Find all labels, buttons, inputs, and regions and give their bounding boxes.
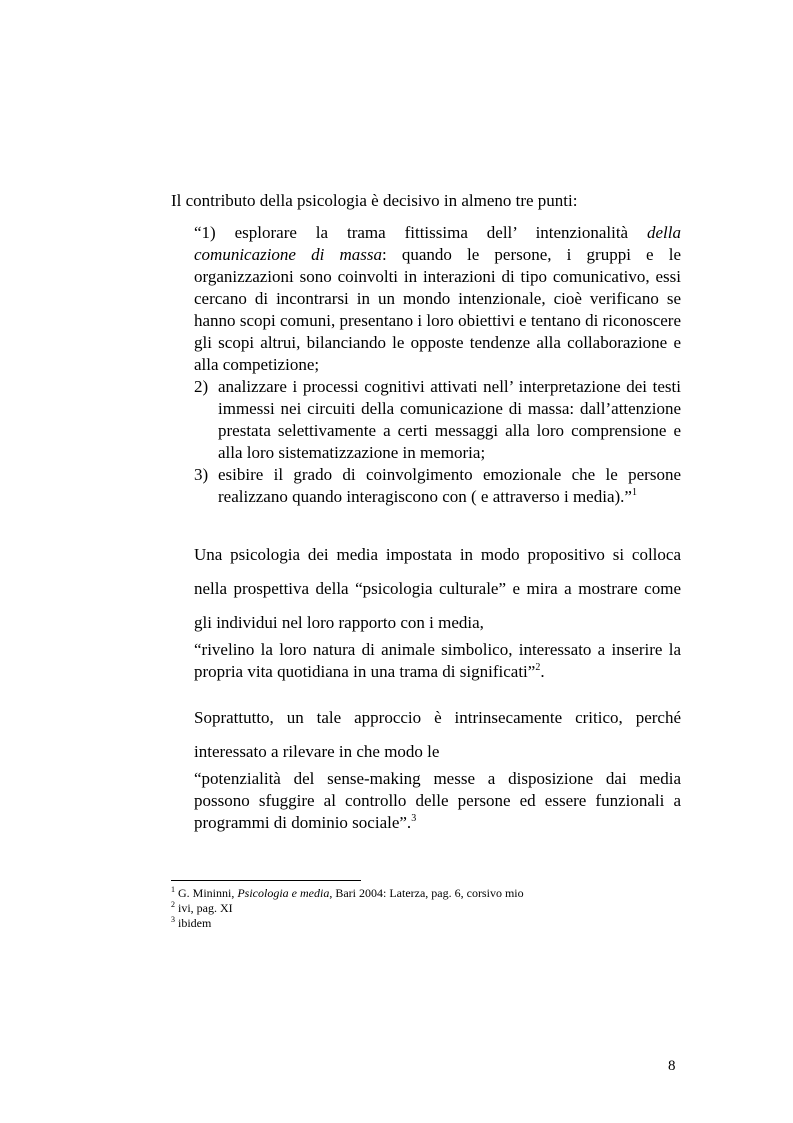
footnote-3 (171, 916, 524, 931)
quote-point-3-text: esibire il grado di coinvolgimento emozionale che le persone realizzano quando interagiscono con ( e attraverso i media).” (218, 465, 681, 506)
footnote-ref-3: 3 (411, 813, 417, 824)
footnote-ref-1: 1 (631, 487, 637, 498)
paragraph-1 (194, 538, 681, 640)
footnote-title: Psicologia e media (237, 886, 330, 900)
page-number: 8 (668, 1058, 676, 1074)
footnote-text: G. Mininni, (175, 886, 238, 900)
list-number: 3) (194, 465, 209, 484)
quote-2-end: . (540, 662, 545, 681)
footnote-number: 1 (171, 885, 175, 894)
footnote-2 (171, 901, 524, 916)
quote-point-1-text-cont: : quando le persone, i gruppi e le organizzazioni sono coinvolti in interazioni di tipo comunicativo, essi cercano di incontrarsi in un mondo intenzionale, cioè verificano se hanno scopi comuni, presentano i loro obiettivi e tentano di riconoscere gli scopi altrui, bilanciando le opposte tendenze alla collaborazione e alla competizione; (194, 245, 681, 374)
footnote-text-cont: , Bari 2004: Laterza, pag. 6, corsivo mio (329, 886, 524, 900)
footnote-text: ivi, pag. XI (175, 901, 233, 915)
paragraph-2-text: Soprattutto, un tale approccio è intrinsecamente critico, perché interessato a rilevare in che modo le (194, 708, 681, 761)
quote-block-2 (194, 639, 681, 683)
paragraph-1-text: Una psicologia dei media impostata in modo propositivo si colloca nella prospettiva della “psicologia culturale” e mira a mostrare come gli individui nel loro rapporto con i media, (194, 545, 681, 632)
quote-point-1-emphasis: della comunicazione di massa (194, 223, 681, 264)
quote-point-2-text: analizzare i processi cognitivi attivati nell’ interpretazione dei testi immessi nei circuiti della comunicazione di massa: dall’attenzione prestata selettivamente a certi messaggi alla loro comprensione e alla loro sistematizzazione in memoria; (218, 377, 681, 462)
quote-2-text (194, 639, 681, 683)
quote-3-body: “potenzialità del sense-making messe a disposizione dai media possono sfuggire al controllo delle persone ed essere funzionali a programmi di dominio sociale”. (194, 769, 681, 832)
quote-point-2 (194, 376, 681, 464)
footnote-1 (171, 886, 524, 901)
quote-3-text (194, 768, 681, 834)
footnote-number: 2 (171, 900, 175, 909)
quote-point-1 (194, 222, 681, 376)
footnote-separator (171, 880, 361, 881)
paragraph-2 (194, 701, 681, 769)
footnote-ref-2: 2 (535, 662, 541, 673)
quote-point-3 (194, 464, 681, 508)
quote-block-3 (194, 768, 681, 834)
list-number: 2) (194, 377, 209, 396)
quote-2-body: “rivelino la loro natura di animale simbolico, interessato a inserire la propria vita quotidiana in una trama di significati” (194, 640, 681, 681)
footnote-number: 3 (171, 915, 175, 924)
quote-block-1 (194, 222, 681, 508)
quote-point-1-text: “1) esplorare la trama fittissima dell’ intenzionalità (194, 223, 647, 242)
intro-line: Il contributo della psicologia è decisivo in almeno tre punti: (171, 191, 578, 210)
footnote-text: ibidem (175, 916, 212, 930)
footnotes (171, 886, 524, 931)
